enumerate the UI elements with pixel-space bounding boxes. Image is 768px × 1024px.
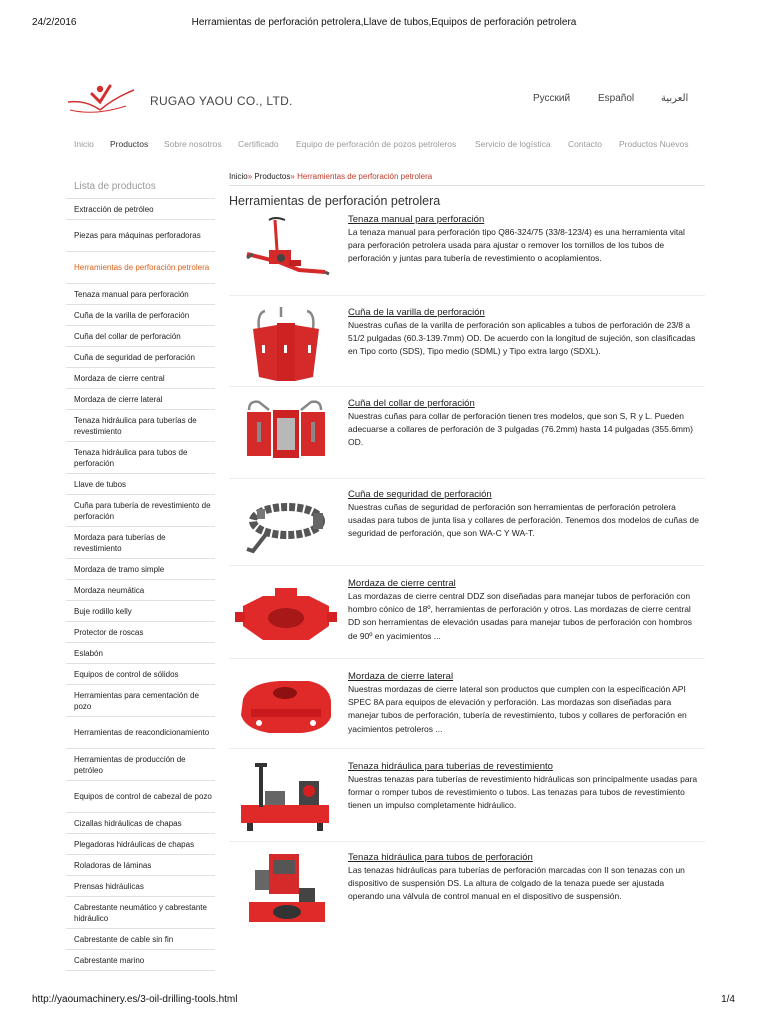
sidebar-item[interactable]: Eslabón <box>66 643 215 664</box>
breadcrumb-home[interactable]: Inicio <box>229 172 248 181</box>
product-title-link[interactable]: Cuña de la varilla de perforación <box>348 307 485 318</box>
sidebar-item[interactable]: Herramientas de reacondicionamiento <box>66 717 215 749</box>
product-description: Nuestras mordazas de cierre lateral son productos que cumplen con la especificación API SPEC 8A para equipos de elevación y perforación. Las mordazas son diseñadas para manejar tubos de perforación, tubería de revestimiento, tubos y collares de perforación en yacimientos petroleros ... <box>348 684 687 734</box>
main-nav <box>0 139 768 151</box>
sidebar-item[interactable]: Tenaza hidráulica para tubos de perforación <box>66 442 215 474</box>
product-description: Las mordazas de cierre central DDZ son diseñadas para manejar tubos de perforación con hombro cónico de 18º, herramientas de perforación y otros. Las mordazas de cierre central DD son herramientas de elevación usadas para manejar tubos de perforación con hombros de 90º en yacimientos ... <box>348 591 692 641</box>
breadcrumb-separator: » <box>247 172 255 181</box>
nav-servicio-logistica[interactable]: Servicio de logística <box>475 139 551 149</box>
sidebar-item[interactable]: Buje rodillo kelly <box>66 601 215 622</box>
divider <box>229 386 705 387</box>
print-title: Herramientas de perforación petrolera,Llave de tubos,Equipos de perforación petrolera <box>191 17 577 28</box>
sidebar-item[interactable]: Cabrestante marino <box>66 950 215 971</box>
nav-contacto[interactable]: Contacto <box>568 139 603 149</box>
manual-tong-image[interactable] <box>229 214 343 290</box>
product-sidebar <box>66 174 215 971</box>
drill-pipe-slip-image[interactable] <box>229 307 343 383</box>
sidebar-item[interactable]: Tenaza manual para perforación <box>66 284 215 305</box>
divider <box>229 748 705 749</box>
sidebar-item[interactable]: Plegadoras hidráulicas de chapas <box>66 834 215 855</box>
sidebar-item[interactable]: Roladoras de láminas <box>66 855 215 876</box>
product-title-link[interactable]: Mordaza de cierre central <box>348 578 456 589</box>
product-title-link[interactable]: Cuña del collar de perforación <box>348 398 475 409</box>
sidebar-item[interactable]: Cabrestante neumático y cabrestante hidráulico <box>66 897 215 929</box>
breadcrumb-separator: » <box>290 172 298 181</box>
nav-productos[interactable]: Productos <box>110 139 149 149</box>
product-description: Nuestras cuñas de seguridad de perforación son herramientas de perforación petrolera usadas para tubos de junta lisa y collares de perforación. Tenemos dos modelos de cuñas de seguridad de perforación, que son WA-C Y WA-T. <box>348 502 699 539</box>
product-title-link[interactable]: Tenaza hidráulica para tuberías de revestimiento <box>348 761 553 772</box>
safety-clamp-image[interactable] <box>229 489 343 565</box>
company-name: RUGAO YAOU CO., LTD. <box>150 94 293 108</box>
lang-spanish-link[interactable]: Español <box>598 93 635 104</box>
product-description: La tenaza manual para perforación tipo Q86-324/75 (33/8-123/4) es una herramienta vital para perforación petrolera usada para ajustar o remover los tornillos de los tubos de perforación y juntas para tubería de revestimiento o acoplamientos. <box>348 227 685 264</box>
product-description: Nuestras cuñas de la varilla de perforación son aplicables a tubos de perforación de 23/8 a 51/2 pulgadas (60.3-139.7mm) OD. De acuerdo con la longitud de sujeción, son clasificadas en Tipo corto (SDS), Tipo medio (SDML) y Tipo extra largo (SDXL). <box>348 320 696 357</box>
sidebar-item[interactable]: Equipos de control de sólidos <box>66 664 215 685</box>
sidebar-item[interactable]: Cuña de seguridad de perforación <box>66 347 215 368</box>
main-content <box>229 168 705 902</box>
sidebar-item[interactable]: Piezas para máquinas perforadoras <box>66 220 215 252</box>
sidebar-item[interactable]: Extracción de petróleo <box>66 199 215 220</box>
breadcrumb-current: Herramientas de perforación petrolera <box>297 172 433 181</box>
sidebar-item[interactable]: Mordaza de cierre central <box>66 368 215 389</box>
nav-equipo-perforacion[interactable]: Equipo de perforación de pozos petroleros <box>296 139 457 149</box>
lang-russian-link[interactable]: Русский <box>533 93 571 104</box>
side-door-elevator-image[interactable] <box>229 671 343 747</box>
product-title-link[interactable]: Tenaza hidráulica para tubos de perforación <box>348 852 533 863</box>
divider <box>229 841 705 842</box>
product-description: Nuestras tenazas para tuberías de revestimiento hidráulicas son principalmente usadas para formar o romper tubos de revestimiento o tubos. Las tenazas para tubos de revestimiento tienen un impulso completamente hidráulico. <box>348 774 698 811</box>
sidebar-item[interactable]: Prensas hidráulicas <box>66 876 215 897</box>
casing-power-tong-image[interactable] <box>229 761 343 837</box>
product-description: Las tenazas hidráulicas para tuberías de perforación marcadas con II son tenazas con un dispositivo de suspensión DS. La altura de colgado de la tenaza puede ser ajustada operando una válvula de control manual en el dispositivo de suspensión. <box>348 865 685 902</box>
nav-productos-nuevos[interactable]: Productos Nuevos <box>619 139 689 149</box>
product-description: Nuestras cuñas para collar de perforación tienen tres modelos, que son S, R y L. Pueden adecuarse a collares de perforación de 3 pulgadas (76.2mm) hasta 14 pulgadas (355.6mm) OD. <box>348 411 693 448</box>
breadcrumb-products[interactable]: Productos <box>254 172 291 181</box>
lang-arabic-link[interactable]: العربية <box>661 93 689 104</box>
print-header <box>0 17 768 31</box>
page-title: Herramientas de perforación petrolera <box>229 194 441 208</box>
print-url: http://yaoumachinery.es/3-oil-drilling-tools.html <box>32 994 238 1005</box>
product-title-link[interactable]: Mordaza de cierre lateral <box>348 671 454 682</box>
sidebar-item[interactable]: Cuña de la varilla de perforación <box>66 305 215 326</box>
sidebar-item[interactable]: Mordaza de tramo simple <box>66 559 215 580</box>
sidebar-item[interactable]: Cabrestante de cable sin fin <box>66 929 215 950</box>
drill-collar-slip-image[interactable] <box>229 398 343 474</box>
product-title-link[interactable]: Tenaza manual para perforación <box>348 214 485 225</box>
divider <box>229 478 705 479</box>
sidebar-item[interactable]: Llave de tubos <box>66 474 215 495</box>
product-title-link[interactable]: Cuña de seguridad de perforación <box>348 489 492 500</box>
center-latch-elevator-image[interactable] <box>229 578 343 654</box>
company-logo[interactable] <box>66 80 136 120</box>
sidebar-item[interactable]: Cuña del collar de perforación <box>66 326 215 347</box>
sidebar-item[interactable]: Mordaza para tuberías de revestimiento <box>66 527 215 559</box>
sidebar-item[interactable]: Mordaza neumática <box>66 580 215 601</box>
sidebar-title: Lista de productos <box>66 174 215 199</box>
divider <box>229 295 705 296</box>
divider <box>229 565 705 566</box>
print-footer <box>0 994 768 1008</box>
sidebar-item[interactable]: Mordaza de cierre lateral <box>66 389 215 410</box>
breadcrumb <box>229 168 705 186</box>
divider <box>229 658 705 659</box>
sidebar-item[interactable]: Tenaza hidráulica para tuberías de revestimiento <box>66 410 215 442</box>
sidebar-item[interactable]: Herramientas de producción de petróleo <box>66 749 215 781</box>
nav-sobre-nosotros[interactable]: Sobre nosotros <box>164 139 222 149</box>
sidebar-item[interactable]: Cuña para tubería de revestimiento de perforación <box>66 495 215 527</box>
nav-certificado[interactable]: Certificado <box>238 139 279 149</box>
print-date: 24/2/2016 <box>32 17 77 28</box>
sidebar-item-active[interactable]: Herramientas de perforación petrolera <box>66 252 215 284</box>
drill-pipe-power-tong-image[interactable] <box>229 852 343 928</box>
sidebar-item[interactable]: Protector de roscas <box>66 622 215 643</box>
print-page-number: 1/4 <box>721 994 735 1005</box>
sidebar-item[interactable]: Cizallas hidráulicas de chapas <box>66 813 215 834</box>
sidebar-item[interactable]: Herramientas para cementación de pozo <box>66 685 215 717</box>
sidebar-item[interactable]: Equipos de control de cabezal de pozo <box>66 781 215 813</box>
nav-inicio[interactable]: Inicio <box>74 139 94 149</box>
